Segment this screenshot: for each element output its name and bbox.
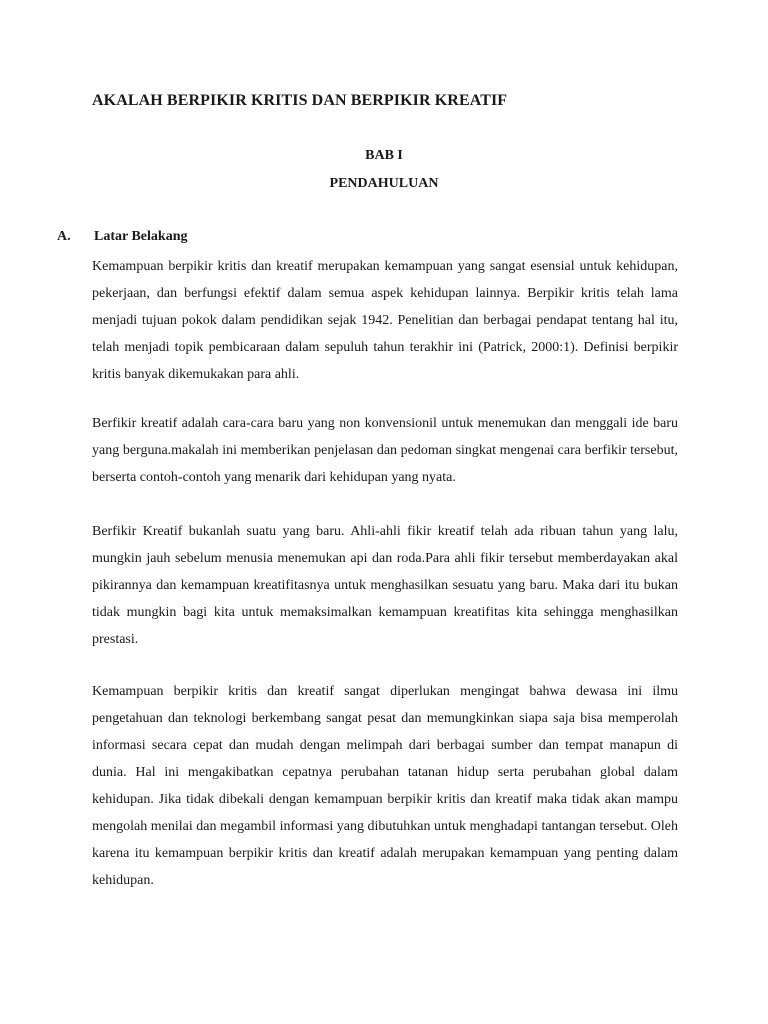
- document-title: AKALAH BERPIKIR KRITIS DAN BERPIKIR KREATIF: [92, 92, 508, 109]
- paragraph-block: [92, 678, 678, 894]
- section-number: A.: [57, 229, 71, 244]
- paragraph: Kemampuan berpikir kritis dan kreatif sangat diperlukan mengingat bahwa dewasa ini ilmu pengetahuan dan teknologi berkembang sangat pesat dan memungkinkan siapa saja bisa memperolah informasi secara cepat dan mudah dengan melimpah dari berbagai sumber dan tempat manapun di dunia. Hal ini mengakibatkan cepatnya perubahan tatanan hidup serta perubahan global dalam kehidupan. Jika tidak dibekali dengan kemampuan berpikir kritis dan kreatif maka tidak akan mampu mengolah menilai dan megambil informasi yang dibutuhkan untuk menghadapi tantangan tersebut. Oleh karena itu kemampuan berpikir kritis dan kreatif adalah merupakan kemampuan yang penting dalam kehidupan.: [92, 684, 678, 888]
- chapter-number: BAB I: [365, 148, 403, 163]
- chapter-title: PENDAHULUAN: [329, 176, 439, 191]
- paragraph-block: [92, 410, 678, 491]
- paragraph-block: [92, 253, 678, 388]
- section-heading: [57, 229, 187, 245]
- paragraph: Berfikir kreatif adalah cara-cara baru yang non konvensionil untuk menemukan dan menggali ide baru yang berguna.makalah ini memberikan penjelasan dan pedoman singkat mengenai cara berfikir tersebut, berserta contoh-contoh yang menarik dari kehidupan yang nyata.: [92, 416, 678, 485]
- paragraph-block: [92, 518, 678, 653]
- paragraph: Berfikir Kreatif bukanlah suatu yang baru. Ahli-ahli fikir kreatif telah ada ribuan tahun yang lalu, mungkin jauh sebelum menusia menemukan api dan roda.Para ahli fikir tersebut memberdayakan akal pikirannya dan kemampuan kreatifitasnya untuk menghasilkan sesuatu yang baru. Maka dari itu bukan tidak mungkin bagi kita untuk memaksimalkan kemampuan kreatifitas kita sehingga menghasilkan prestasi.: [92, 524, 678, 647]
- section-title: Latar Belakang: [94, 229, 188, 244]
- paragraph: Kemampuan berpikir kritis dan kreatif merupakan kemampuan yang sangat esensial untuk kehidupan, pekerjaan, dan berfungsi efektif dalam semua aspek kehidupan lainnya. Berpikir kritis telah lama menjadi tujuan pokok dalam pendidikan sejak 1942. Penelitian dan berbagai pendapat tentang hal itu, telah menjadi topik pembicaraan dalam sepuluh tahun terakhir ini (Patrick, 2000:1). Definisi berpikir kritis banyak dikemukakan para ahli.: [92, 259, 678, 382]
